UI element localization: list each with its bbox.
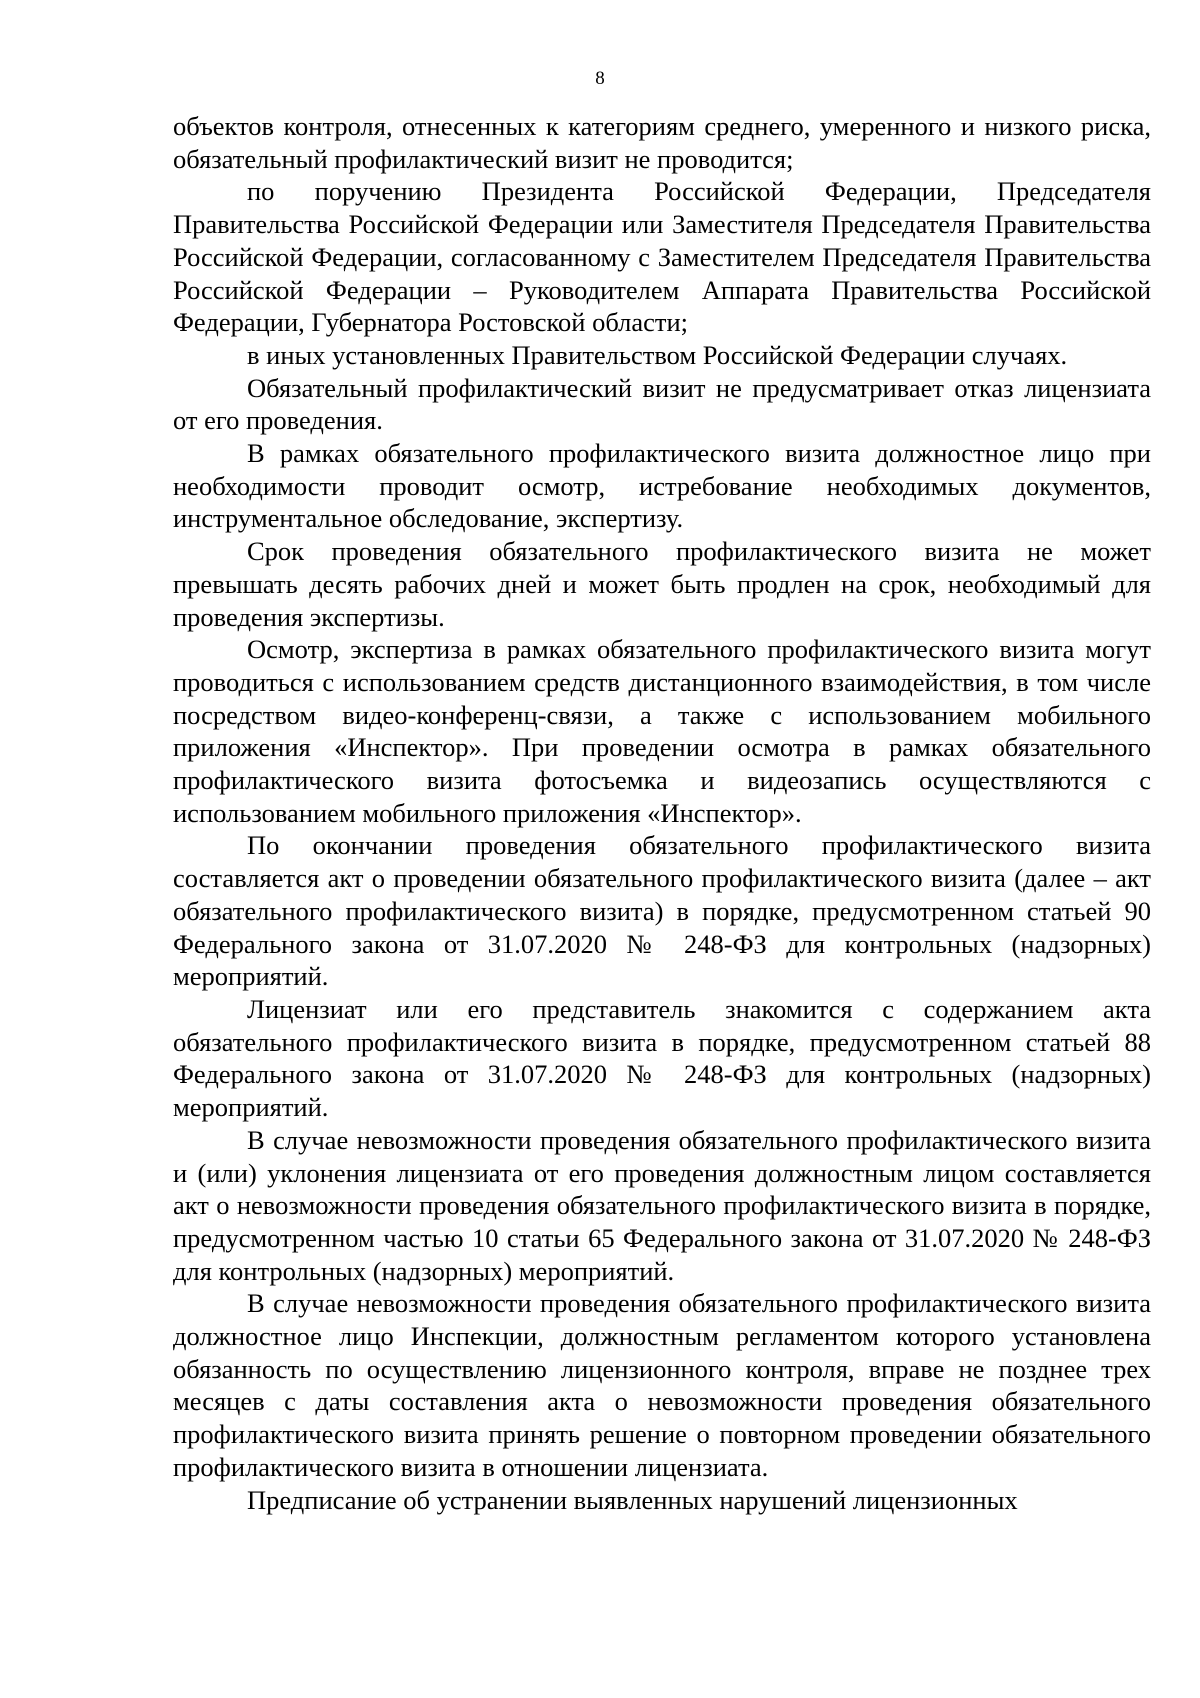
paragraph-5: В рамках обязательного профилактического визита должностное лицо при необходимости проводит осмотр, истребование необходимых документов, инструментальное обследование, экспертизу. <box>173 438 1151 534</box>
paragraph-8: По окончании проведения обязательного профилактического визита составляется акт о проведении обязательного профилактического визита (далее – акт обязательного профилактического визита) в порядке, предусмотренном статьей 90 Федерального закона от 31.07.2020 № 248-ФЗ для контрольных (надзорных) мероприятий. <box>173 830 1151 992</box>
paragraph-9: Лицензиат или его представитель знакомится с содержанием акта обязательного профилактического визита в порядке, предусмотренном статьей 88 Федерального закона от 31.07.2020 № 248-ФЗ для контрольных (надзорных) мероприятий. <box>173 993 1151 1123</box>
paragraph-10: В случае невозможности проведения обязательного профилактического визита и (или) уклонения лицензиата от его проведения должностным лицом составляется акт о невозможности проведения обязательного профилактического визита в порядке, предусмотренном частью 10 статьи 65 Федерального закона от 31.07.2020 № 248-ФЗ для контрольных (надзорных) мероприятий. <box>173 1124 1151 1286</box>
paragraph-1: объектов контроля, отнесенных к категориям среднего, умеренного и низкого риска, обязательный профилактический визит не проводится; <box>173 111 1151 174</box>
page-number: 8 <box>595 68 605 89</box>
paragraph-12: Предписание об устранении выявленных нарушений лицензионных <box>247 1484 1018 1515</box>
paragraph-7: Осмотр, экспертиза в рамках обязательного профилактического визита могут проводиться с использованием средств дистанционного взаимодействия, в том числе посредством видео-конференц-связи, а также с использованием мобильного приложения «Инспектор». При проведении осмотра в рамках обязательного профилактического визита фотосъемка и видеозапись осуществляются с использованием мобильного приложения «Инспектор». <box>173 634 1151 828</box>
paragraph-11: В случае невозможности проведения обязательного профилактического визита должностное лицо Инспекции, должностным регламентом которого установлена обязанность по осуществлению лицензионного контроля, вправе не позднее трех месяцев с даты составления акта о невозможности проведения обязательного профилактического визита принять решение о повторном проведении обязательного профилактического визита в отношении лицензиата. <box>173 1288 1151 1482</box>
document-body <box>173 110 1151 1516</box>
paragraph-2: по поручению Президента Российской Федерации, Председателя Правительства Российской Федерации или Заместителя Председателя Правительства Российской Федерации, согласованному с Заместителем Председателя Правительства Российской Федерации – Руководителем Аппарата Правительства Российской Федерации, Губернатора Ростовской области; <box>173 176 1151 338</box>
paragraph-6: Срок проведения обязательного профилактического визита не может превышать десять рабочих дней и может быть продлен на срок, необходимый для проведения экспертизы. <box>173 536 1151 632</box>
paragraph-3: в иных установленных Правительством Российской Федерации случаях. <box>247 339 1068 370</box>
paragraph-4: Обязательный профилактический визит не предусматривает отказ лицензиата от его проведения. <box>173 372 1151 436</box>
